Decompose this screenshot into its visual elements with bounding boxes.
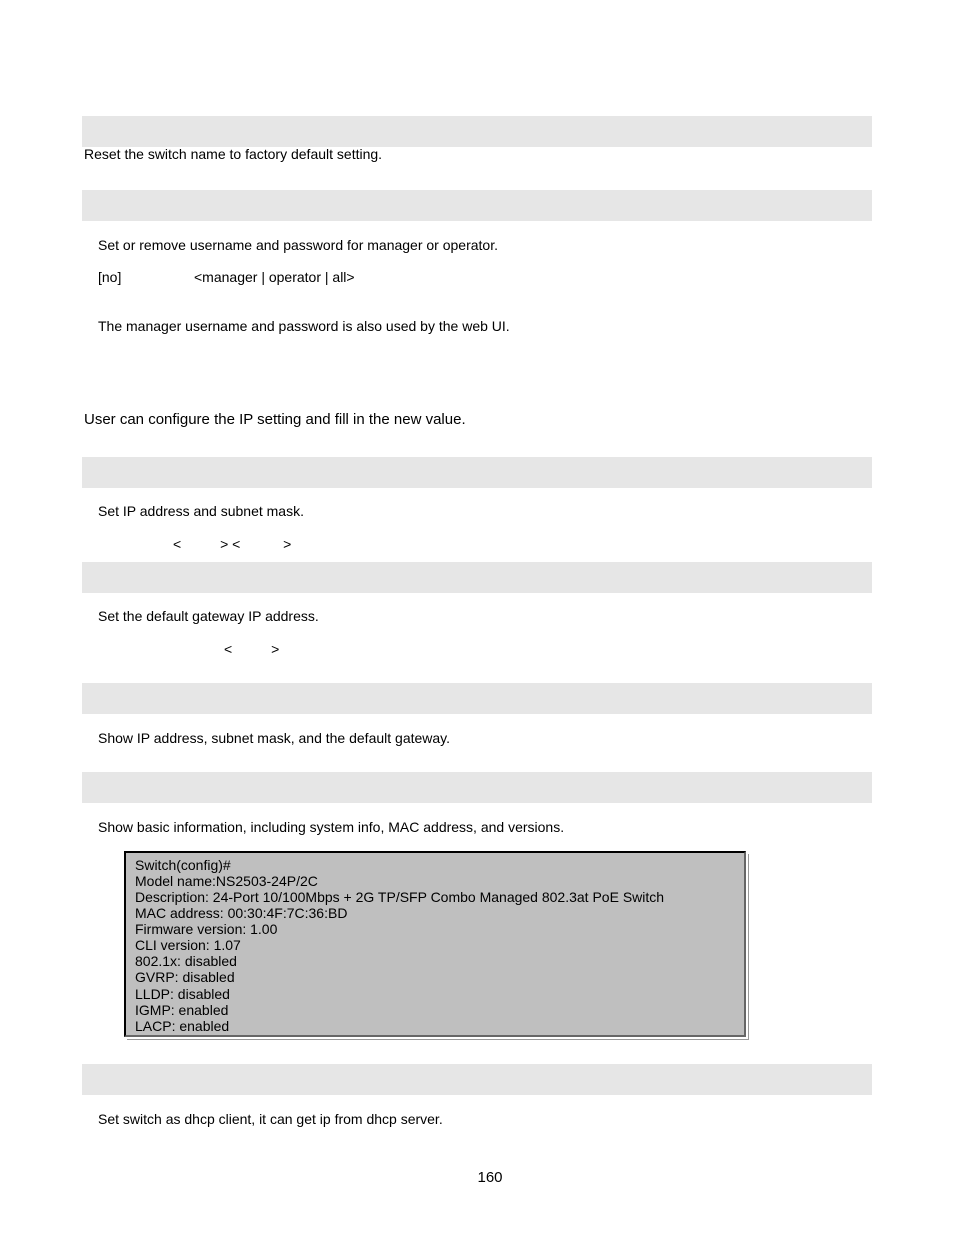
console-line: MAC address: 00:30:4F:7C:36:BD [135,905,348,921]
console-line: Switch(config)# [135,857,231,873]
show-ip-description: Show IP address, subnet mask, and the default gateway. [98,730,451,746]
ip-intro-text: User can configure the IP setting and fill in the new value. [84,411,466,428]
ip-address-description: Set IP address and subnet mask. [98,503,304,519]
syntax-no-option: [no] [98,269,122,285]
command-header-bar [82,683,872,714]
console-line: Model name:NS2503-24P/2C [135,873,318,889]
console-line: Description: 24-Port 10/100Mbps + 2G TP/SFP Combo Managed 802.3at PoE Switch [135,889,665,905]
console-line: 802.1x: disabled [135,953,237,969]
console-line: Firmware version: 1.00 [135,921,278,937]
user-account-description: Set or remove username and password for manager or operator. [98,237,498,253]
command-header-bar [82,190,872,221]
command-header-bar [82,1064,872,1095]
console-line: LACP: enabled [135,1018,230,1034]
console-line: GVRP: disabled [135,969,235,985]
reset-name-description: Reset the switch name to factory default setting. [84,146,383,162]
command-header-bar [82,116,872,147]
console-line: LLDP: disabled [135,986,230,1002]
page-number: 160 [477,1169,503,1186]
console-output-box [124,851,746,1037]
user-account-note: The manager username and password is also used by the web UI. [98,318,510,334]
show-info-description: Show basic information, including system info, MAC address, and versions. [98,819,565,835]
command-header-bar [82,772,872,803]
gateway-syntax: < > [224,641,280,657]
ip-address-syntax: < > < > [173,536,292,552]
syntax-user-argument: <manager | operator | all> [194,269,355,285]
command-header-bar [82,457,872,488]
console-line: CLI version: 1.07 [135,937,241,953]
console-line: IGMP: enabled [135,1002,229,1018]
gateway-description: Set the default gateway IP address. [98,608,319,624]
command-header-bar [82,562,872,593]
dhcp-description: Set switch as dhcp client, it can get ip from dhcp server. [98,1111,443,1127]
